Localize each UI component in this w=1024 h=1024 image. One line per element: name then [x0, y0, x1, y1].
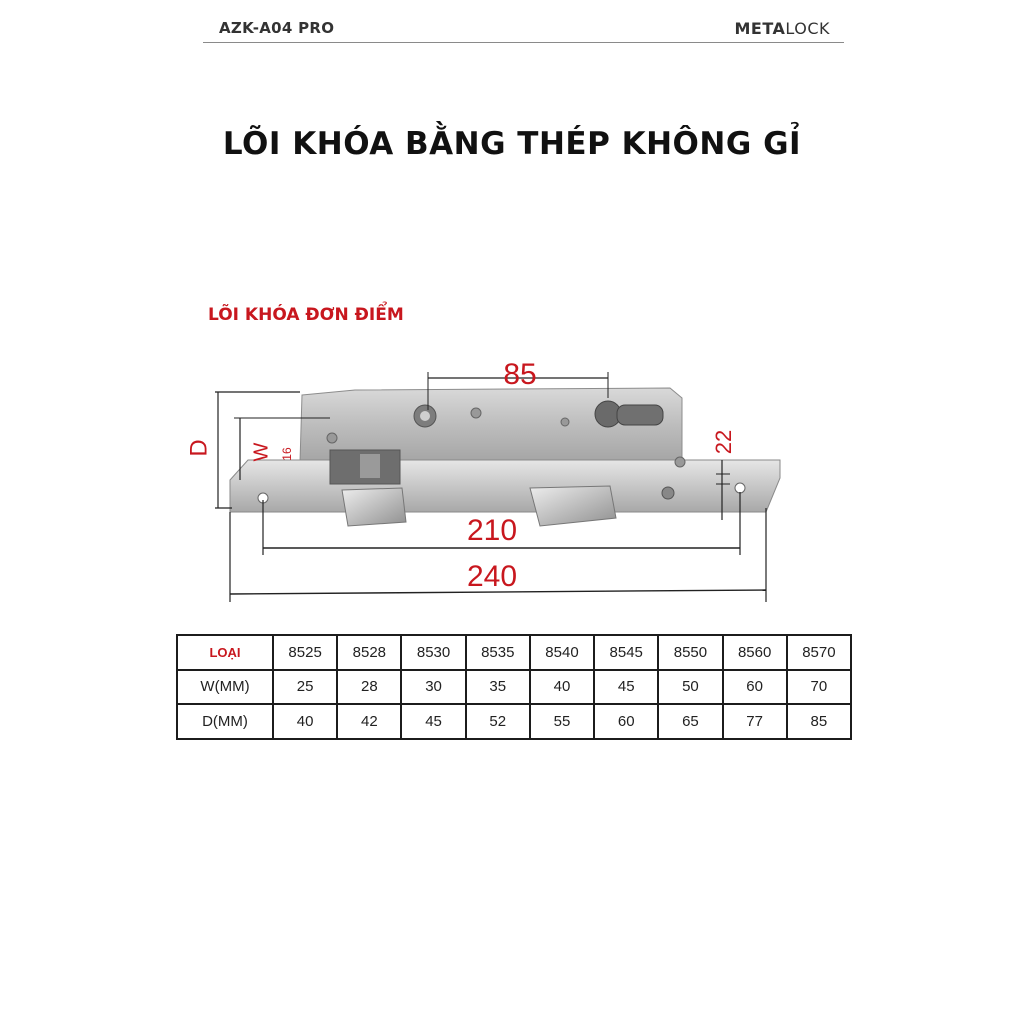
table-cell: 8545: [594, 635, 658, 670]
dim-label-85: 85: [503, 358, 537, 391]
table-cell: 8528: [337, 635, 401, 670]
table-header-label: LOẠI: [177, 635, 273, 670]
dim-label-240: 240: [466, 560, 518, 593]
table-row-label: W(MM): [177, 670, 273, 705]
brand-logo: [734, 19, 830, 38]
table-cell: 60: [723, 670, 787, 705]
table-cell: 8540: [530, 635, 594, 670]
table-cell: 40: [273, 704, 337, 739]
table-cell: 25: [273, 670, 337, 705]
table-cell: 65: [658, 704, 722, 739]
dim-label-22: 22: [710, 429, 736, 455]
table-cell: 30: [401, 670, 465, 705]
table-cell: 52: [466, 704, 530, 739]
table-cell: 35: [466, 670, 530, 705]
table-cell: 8560: [723, 635, 787, 670]
dim-label-D: D: [185, 439, 213, 457]
table-cell: 45: [594, 670, 658, 705]
table-cell: 28: [337, 670, 401, 705]
page-title: LÕI KHÓA BẰNG THÉP KHÔNG GỈ: [222, 126, 802, 162]
page-header: [203, 14, 844, 43]
table-cell: 70: [787, 670, 851, 705]
table-row: [177, 670, 851, 705]
dim-label-210: 210: [466, 514, 518, 547]
table-cell: 8535: [466, 635, 530, 670]
brand-logo-bold: META: [734, 19, 786, 38]
table-cell: 77: [723, 704, 787, 739]
dim-label-16: 16: [280, 447, 295, 461]
table-cell: 8530: [401, 635, 465, 670]
table-row-label: D(MM): [177, 704, 273, 739]
spec-table: [176, 634, 852, 740]
table-row: [177, 635, 851, 670]
table-cell: 8570: [787, 635, 851, 670]
section-subtitle: LÕI KHÓA ĐƠN ĐIỂM: [208, 305, 404, 325]
mount-hole-right: [735, 483, 745, 493]
table-cell: 8525: [273, 635, 337, 670]
table-cell: 45: [401, 704, 465, 739]
table-cell: 85: [787, 704, 851, 739]
latch-spring: [360, 454, 380, 478]
lock-body-diagram: [170, 350, 810, 620]
table-cell: 42: [337, 704, 401, 739]
model-name: AZK-A04 PRO: [219, 19, 335, 37]
brand-logo-light: LOCK: [785, 19, 830, 38]
face-plate: [230, 460, 780, 512]
table-cell: 8550: [658, 635, 722, 670]
table-cell: 60: [594, 704, 658, 739]
dim-label-W: W: [250, 442, 273, 462]
latch-bolt: [342, 488, 406, 526]
dead-bolt: [530, 486, 616, 526]
table-cell: 50: [658, 670, 722, 705]
table-cell: 55: [530, 704, 594, 739]
table-row: [177, 704, 851, 739]
table-cell: 40: [530, 670, 594, 705]
